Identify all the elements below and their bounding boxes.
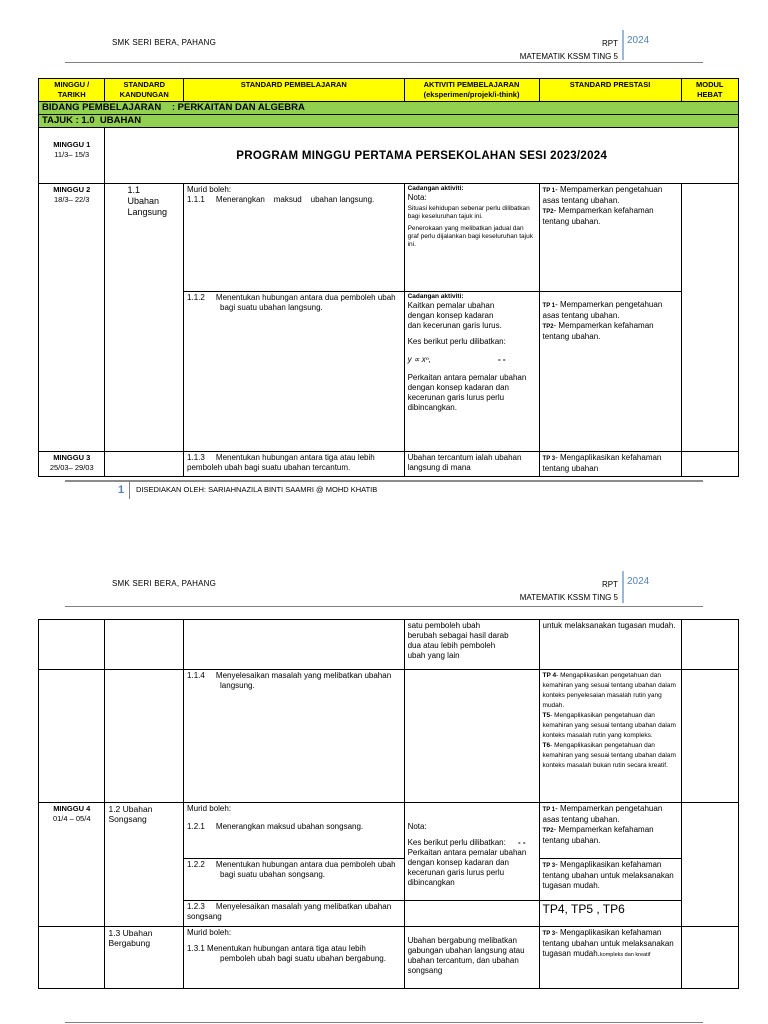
tp6-text: - Mengaplikasikan pengetahuan dan kemahiran yang sesuai tentang ubahan dalam konteks masalah bukan rutin secara kreatif. [542,742,676,769]
sk-1-1-num: 1.1 [127,185,140,195]
sp-1-2-2-text: 1.2.2 Menentukan hubungan antara dua pemboleh ubah bagi suatu ubahan songsang. [187,860,398,879]
r2-minggu [39,670,105,803]
sp-1-3-1-text: 1.3.1 Menentukan hubungan antara tiga atau lebih pemboleh ubah bagi suatu ubahan bergabung. [187,944,386,963]
ap-1-2-kes [408,838,536,848]
cont-modul [681,620,738,670]
header-rpt-label-2: RPT [602,580,618,589]
cont-sk [105,620,184,670]
header-rpt [520,38,618,62]
p2-tp3b-small: kompleks dan kreatif [599,952,651,958]
sk-1-1-name: Ubahan Langsung [127,196,168,217]
document-page-1 [0,0,768,500]
cont-minggu [39,620,105,670]
footer-rule [65,480,703,482]
rpt-table-page1 [38,78,739,477]
ap-formula [408,355,536,365]
tp2-text-2: - Mempamerkan kefahaman tentang ubahan. [542,321,654,341]
minggu1-row [39,128,739,184]
minggu1-label: MINGGU 1 [53,140,91,149]
minggu3-row [39,452,739,477]
cont-ap: satu pemboleh ubah berubah sebagai hasil darab dua atau lebih pemboleh ubah yang lain [404,620,539,670]
col-sk: STANDARD KANDUNGAN [105,79,184,102]
p2-tp2-text: - Mempamerkan kefahaman tentang ubahan. [542,825,654,845]
ap-1-3-1 [404,927,539,989]
minggu4-label: MINGGU 4 [53,804,91,813]
header-rule [65,62,703,63]
tp1-code-2: TP 1 [542,303,556,309]
spr-1-2-3: TP4, TP5 , TP6 [539,901,681,927]
sp-1-1-3-text: 1.1.3 Menentukan hubungan antara tiga atau lebih pemboleh ubah bagi suatu ubahan tercantum. [187,453,377,472]
minggu2-label: MINGGU 2 [53,185,91,194]
header-divider [622,30,624,60]
footer-page-number: 1 [118,484,125,496]
bidang-row [39,102,739,115]
r2-sk [105,670,184,803]
spr-1-2-2 [539,859,681,901]
ap-kaitkan: Kaitkan pemalar ubahan dengan konsep kadaran dan kecerunan garis lurus. [407,301,502,330]
footer-rule-2 [65,1022,703,1023]
sk-1-1 [105,184,184,452]
minggu3-cell [39,452,105,477]
header-rpt-2 [520,579,618,603]
murid-boleh-2: Murid boleh: [187,804,232,813]
sk-1-3: 1.3 Ubahan Bergabung [105,927,184,989]
murid-boleh: Murid boleh: [187,185,232,194]
sp-1-3-1 [184,927,405,989]
ap-situasi: Situasi kehidupan sebenar perlu dilibatkan bagi keseluruhan tajuk ini. [407,205,530,220]
spr-1-1-4 [539,670,681,803]
sp-1-1-4-row [39,670,739,803]
col-ap [404,79,539,102]
modul-cell [681,184,738,452]
minggu3-label: MINGGU 3 [53,453,91,462]
bidang-text: BIDANG PEMBELAJARAN : PERKAITAN DAN ALGEBRA [39,102,739,115]
ap-penerokaan: Penerokaan yang melibatkan jadual dan graf perlu dijalankan bagi keseluruhan tajuk ini. [407,225,533,248]
header-divider-2 [622,571,624,603]
cadangan-aktiviti: Cadangan aktiviti: [407,185,464,192]
spr-1-1-1 [539,184,681,292]
col-ap-sub: (eksperimen/projek/i-think) [423,90,520,99]
col-minggu: MINGGU / TARIKH [39,79,105,102]
header-rpt-label: RPT [602,39,618,48]
ap-formula-text: y ∝ xⁿ, [407,355,431,364]
ap-1-1-3: Ubahan tercantum ialah ubahan langsung di mana [404,452,539,477]
minggu3-date: 25/03– 29/03 [49,463,94,472]
tp2-code-2: TP2 [542,324,554,330]
col-spr: STANDARD PRESTASI [539,79,681,102]
nota-label-2: Nota: [407,822,427,831]
tp2-code: TP2 [542,209,554,215]
tp6-code: T6 [542,742,551,749]
cont-row [39,620,739,670]
header-year: 2024 [627,35,650,46]
p2-tp3b-text: - Mengaplikasikan kefahaman tentang ubahan untuk melaksanakan tugasan mudah. [542,928,674,958]
ap-perkaitan: Perkaitan antara pemalar ubahan dengan konsep kadaran dan kecerunan garis lurus perlu dibincangkan. [407,373,527,412]
tp3-code: TP 3 [542,456,556,462]
header-subject-2: MATEMATIK KSSM TING 5 [519,593,618,602]
tp1-code: TP 1 [542,188,556,194]
p2-tp3-text: - Mengaplikasikan kefahaman tentang ubahan untuk melaksanakan tugasan mudah. [542,860,674,890]
ap-1-2-dashes: - - [517,838,526,847]
p2-tp1-text: - Mempamerkan pengetahuan asas tentang ubahan. [542,804,663,824]
tajuk-row [39,115,739,128]
sp-1-1-4-text: 1.1.4 Menyelesaikan masalah yang melibatkan ubahan langsung. [187,671,394,690]
nota-label: Nota: [407,193,427,202]
minggu4-date: 01/4 – 05/4 [52,814,91,823]
sp-1-1-2 [184,292,405,452]
ap-dashes: - - [497,355,506,364]
tp3-text: - Mengaplikasikan kefahaman tentang ubahan [542,453,662,473]
sp-1-2-1 [184,803,405,859]
minggu1-date: 11/3– 15/3 [54,150,90,159]
spr-1-1-3 [539,452,681,477]
header-year-2: 2024 [627,576,650,587]
rpt-table-page2 [38,619,739,989]
r6-minggu [39,927,105,989]
cont-sp [184,620,405,670]
program-text: PROGRAM MINGGU PERTAMA PERSEKOLAHAN SESI 2023/2024 [105,128,739,184]
sp-1-1-4 [184,670,405,803]
sp-1-1-1 [184,184,405,292]
document-page-2 [0,565,768,1024]
header-school: SMK SERI BERA, PAHANG [112,38,217,47]
ap-1-2-3 [404,901,539,927]
minggu2-date: 18/3– 22/3 [54,195,90,204]
col-modul: MODUL HEBAT [681,79,738,102]
tp4-code: TP 4 [542,672,557,679]
sp-1-2-2 [184,859,405,901]
sp-1-2-1-text: 1.2.1 Menerangkan maksud ubahan songsang. [187,822,364,831]
p2-tp2-code: TP2 [542,828,554,834]
spr-1-1-2 [539,292,681,452]
footer-text: DISEDIAKAN OLEH: SARIAHNAZILA BINTI SAAMRI @ MOHD KHATIB [136,485,378,494]
tajuk-text: TAJUK : 1.0 UBAHAN [39,115,739,128]
header-rule-2 [65,606,703,607]
murid-boleh-3: Murid boleh: [187,928,232,937]
sp-1-1-3 [184,452,405,477]
header-school-2: SMK SERI BERA, PAHANG [112,579,217,588]
cadangan-aktiviti-2: Cadangan aktiviti: [407,293,464,300]
ap-1-2-perkaitan: Perkaitan antara pemalar ubahan dengan konsep kadaran dan kecerunan garis lurus perlu dibincangkan [407,848,527,887]
ap-1-1-1 [404,184,539,292]
cont-spr: untuk melaksanakan tugasan mudah. [539,620,681,670]
minggu4-cell [39,803,105,927]
ap-1-1-4 [404,670,539,803]
minggu2-row-a [39,184,739,292]
table-header-row [39,79,739,102]
footer-divider [129,481,130,499]
spr-1-2-1 [539,803,681,859]
r6-modul [681,927,738,989]
minggu1-cell [39,128,105,184]
p2-tp3b-code: TP 3 [542,931,556,937]
header-subject: MATEMATIK KSSM TING 5 [519,52,618,61]
ap-kes: Kes berikut perlu dilibatkan: [407,337,506,346]
tp1-text: - Mempamerkan pengetahuan asas tentang ubahan. [542,185,663,205]
ap-1-2 [404,803,539,901]
ap-1-2-kes-text: Kes berikut perlu dilibatkan: [407,838,506,847]
tp4-text: - Mengaplikasikan pengetahuan dan kemahiran yang sesuai tentang ubahan dalam konteks penyelesaian masalah rutin yang mudah. [542,672,676,709]
tp2-text: - Mempamerkan kefahaman tentang ubahan. [542,206,654,226]
sp-1-1-1-text: 1.1.1 Menerangkan maksud ubahan langsung. [187,195,375,204]
p2-tp3-code: TP 3 [542,863,556,869]
r2-modul [681,670,738,803]
tp5-text: - Mengaplikasikan pengetahuan dan kemahiran yang sesuai tentang ubahan dalam konteks masalah rutin yang kompleks. [542,712,676,739]
p2-tp1-code: TP 1 [542,807,556,813]
ap-1-1-2 [404,292,539,452]
sp-1-1-2-text: 1.1.2 Menentukan hubungan antara dua pemboleh ubah bagi suatu ubahan langsung. [187,293,398,312]
tp5-code: T5 [542,712,551,719]
ap-1-3-1-text: Ubahan bergabung melibatkan gabungan ubahan langsung atau ubahan tercantum, dan ubahan songsang [407,936,525,975]
spr-1-3-1 [539,927,681,989]
minggu4-row-a [39,803,739,859]
col-sp: STANDARD PEMBELAJARAN [184,79,405,102]
sp-1-2-3: 1.2.3 Menyelesaikan masalah yang melibatkan ubahan songsang [184,901,405,927]
modul-cell-3 [681,452,738,477]
tp1-text-2: - Mempamerkan pengetahuan asas tentang ubahan. [542,300,663,320]
sk-1-3-row [39,927,739,989]
col-ap-label: AKTIVITI PEMBELAJARAN [423,80,520,89]
sk-empty [105,452,184,477]
sk-1-2: 1.2 Ubahan Songsang [105,803,184,927]
modul-cell-4 [681,803,738,927]
minggu2-cell [39,184,105,452]
